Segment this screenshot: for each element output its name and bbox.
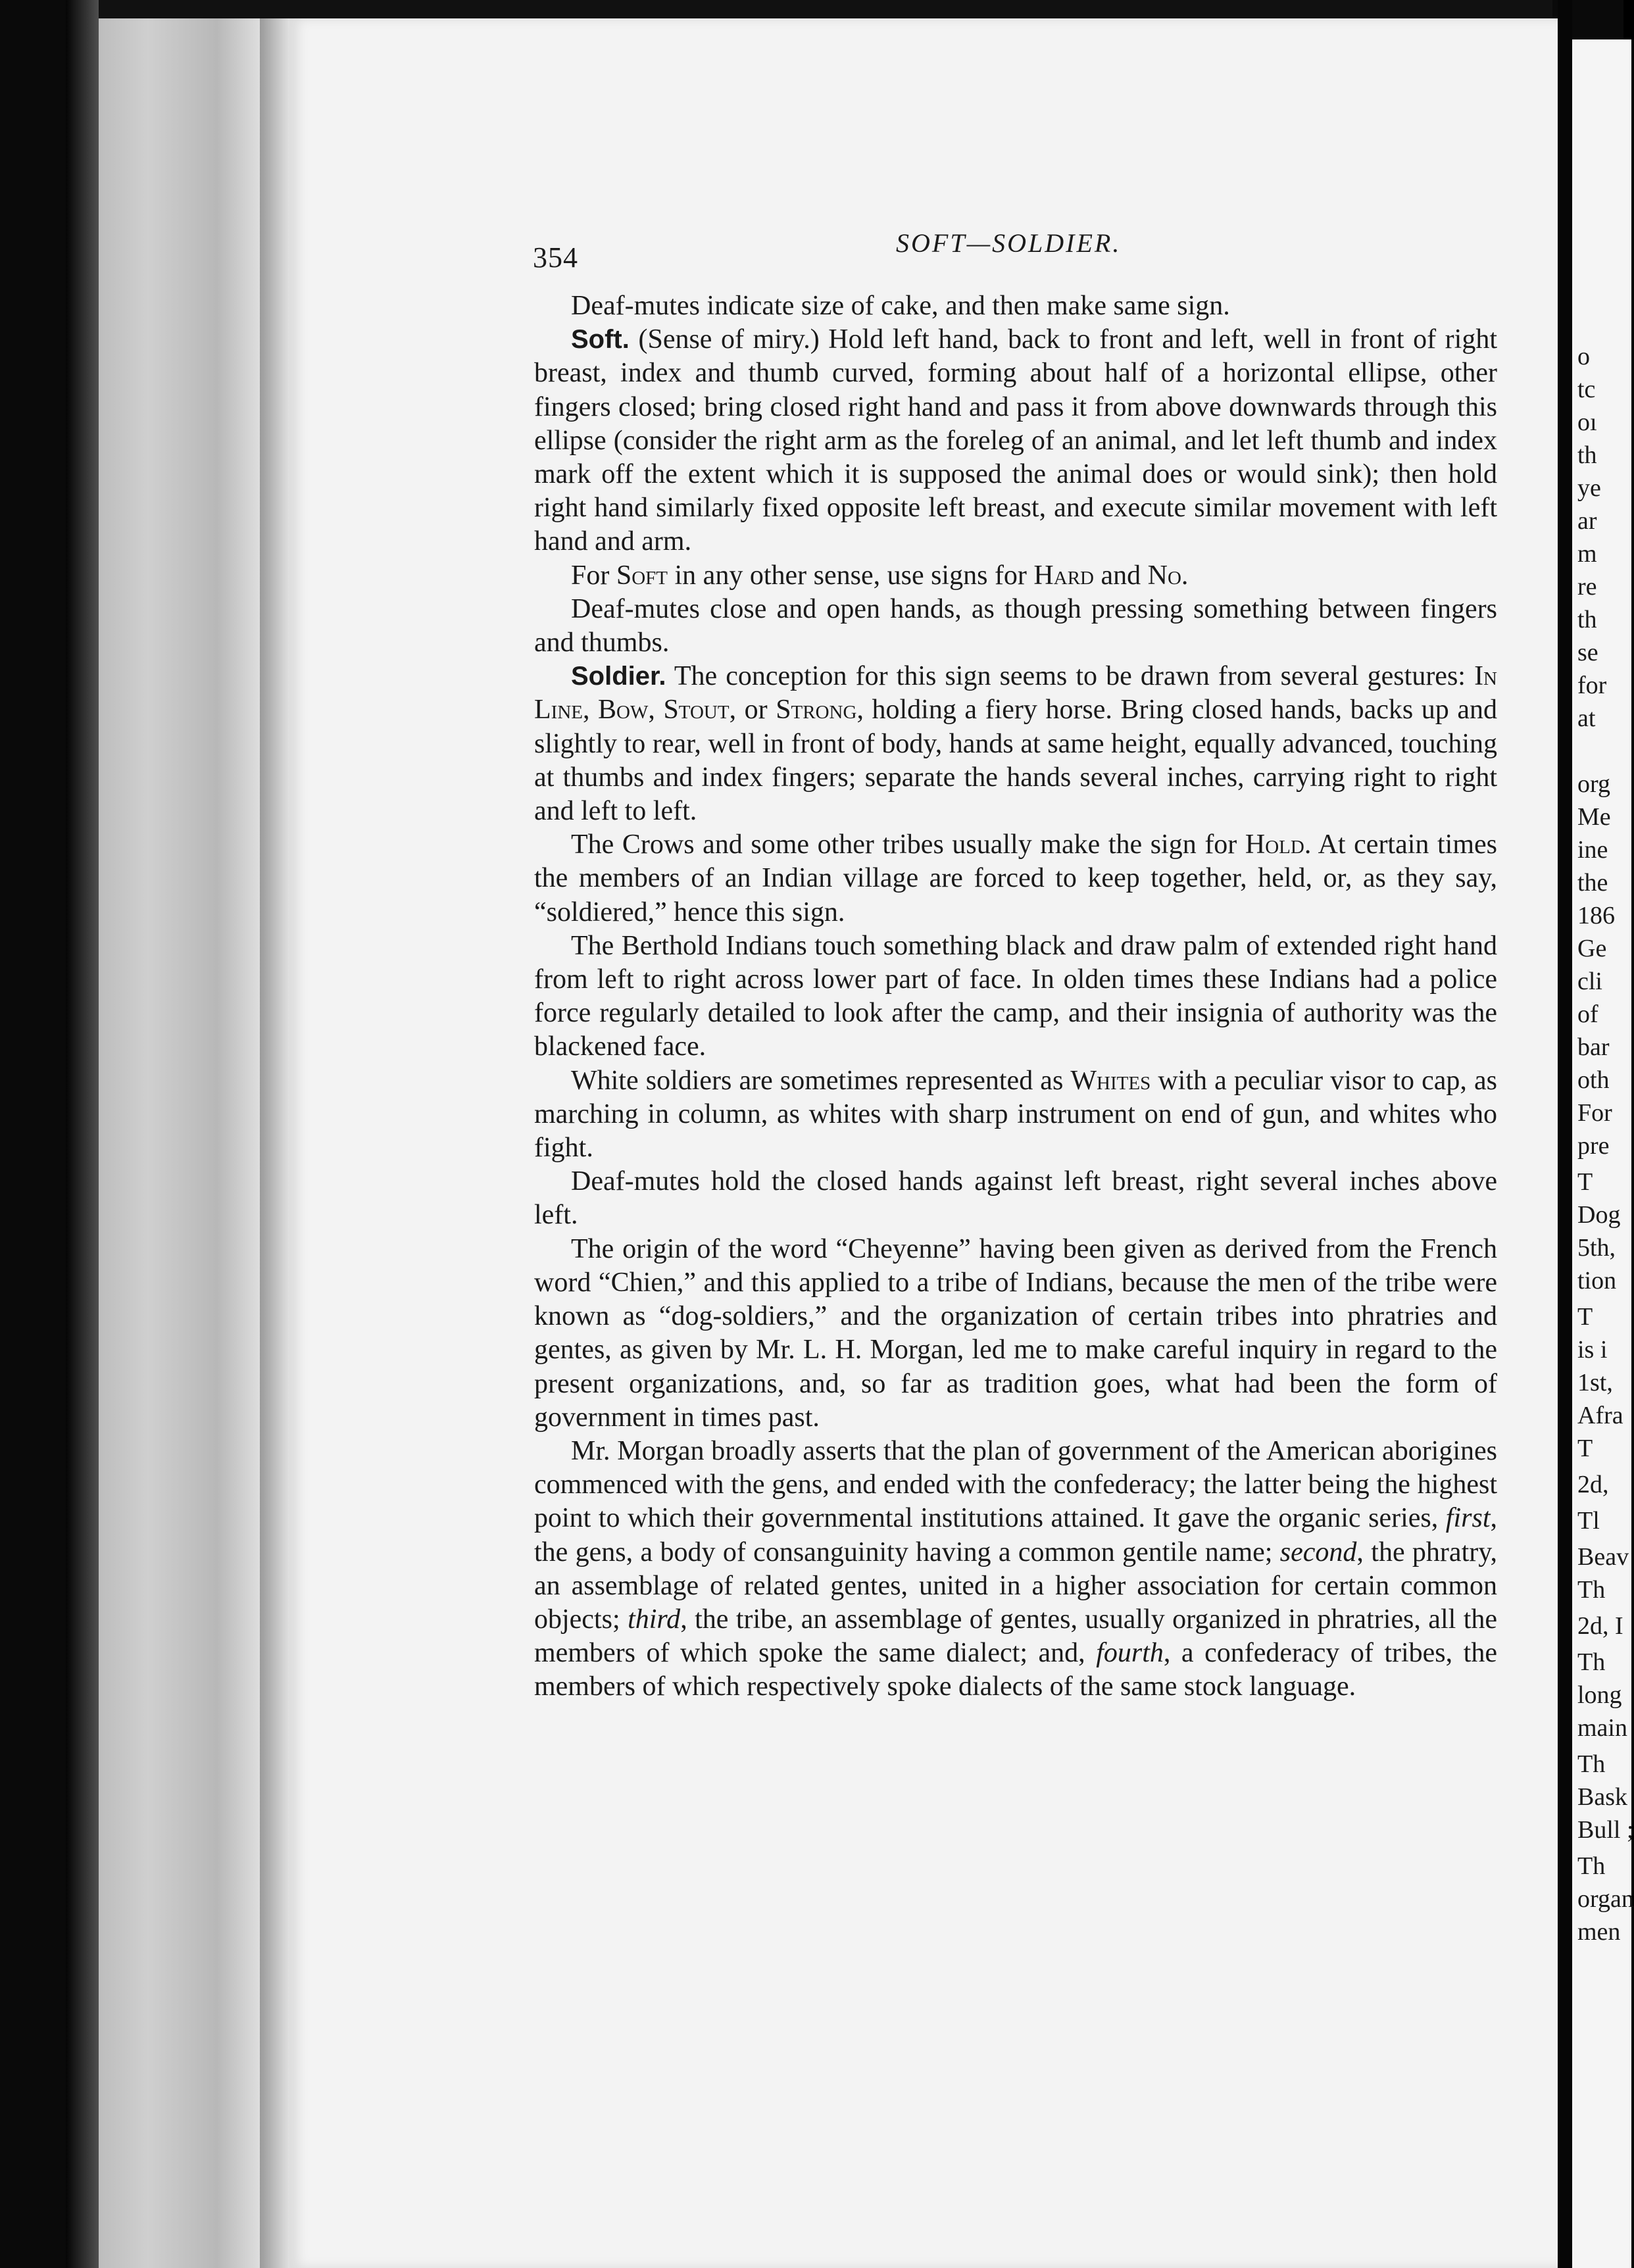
next-page-fragment: 2d, [1577,1471,1609,1498]
next-page-fragment: 186 [1577,902,1615,929]
next-page-fragment: bar [1577,1033,1610,1061]
next-page-fragment: Tl [1577,1507,1600,1535]
next-page-fragment: men [1577,1918,1621,1946]
next-page-fragment: th [1577,606,1597,633]
next-page-fragment: re [1577,573,1597,601]
next-page-fragment: 1st, [1577,1369,1613,1396]
next-page-text-fragments [1577,0,1634,2268]
next-page-fragment: pre [1577,1132,1610,1160]
next-page-fragment: Ge [1577,935,1607,962]
next-page-fragment: Me [1577,803,1611,831]
next-page-fragment: long [1577,1681,1622,1709]
paragraph: The Crows and some other tribes usually make the sign for Hold. At certain times the members of an Indian village are forced to keep together, held, or, as they say, “soldiered,” hence this sign. [534,829,1497,927]
next-page-fragment: th [1577,441,1597,469]
next-page-fragment: is i [1577,1336,1608,1364]
running-head [533,228,1388,274]
paragraph: Deaf-mutes indicate size of cake, and then make same sign. [571,291,1230,321]
next-page-fragment: Th [1577,1576,1606,1604]
page-body [534,289,1497,1704]
next-page-fragment: oı [1577,408,1597,436]
paragraph: The origin of the word “Cheyenne” having been given as derived from the French word “Chien,” and this applied to a tribe of Indians, because the men of the tribe were known as “dog-soldiers,” and the organization of certain tribes into phratries and gentes, as given by Mr. L. H. Morgan, led me to make careful inquiry in regard to the present organizations, and, so far as tradition goes, what had been the form of government in times past. [534,1233,1497,1433]
paragraph: White soldiers are sometimes represented as Whites with a peculiar visor to cap, as marching in column, as whites with sharp instrument on end of gun, and whites who fight. [534,1065,1497,1164]
next-page-fragment: ar [1577,507,1597,535]
next-page-fragment: cli [1577,968,1602,995]
entry-soft: Soft. (Sense of miry.) Hold left hand, back to front and left, well in front of right breast, index and thumb curved, forming about half of a horizontal ellipse, other fingers closed; bring closed right hand and pass it from above downwards through this ellipse (consider the right arm as the foreleg of an animal, and let left thumb and index mark off the extent which it is supposed the animal does or would sink); then hold right hand similarly fixed opposite left breast, and execute similar movement with left hand and arm. [534,324,1497,557]
next-page-fragment: Bull ; [1577,1816,1634,1844]
next-page-fragment: o [1577,343,1590,370]
page-gutter [260,18,293,2268]
next-page-fragment: org [1577,770,1610,798]
top-dark-band [99,0,1552,18]
paragraph: For Soft in any other sense, use signs for Hard and No. [571,560,1189,591]
next-page-fragment: tc [1577,376,1596,403]
next-page-fragment: Dog [1577,1201,1621,1229]
next-page-fragment: oth [1577,1066,1610,1094]
next-page-fragment: main [1577,1714,1627,1742]
paragraph: Deaf-mutes hold the closed hands against left breast, right several inches above left. [534,1166,1497,1231]
next-page-fragment: T [1577,1303,1593,1331]
paragraph: Mr. Morgan broadly asserts that the plan of government of the American aborigines commenced with the gens, and ended with the confederacy; the latter being the highest point to which their governmental institutions attained. It gave the organic series, first, the gens, a body of consanguinity having a common gentile name; second, the phratry, an assemblage of related gentes, united in a higher association for certain common objects; third, the tribe, an assemblage of gentes, usually organized in phratries, all the members of which spoke the same dialect; and, fourth, a confederacy of tribes, the members of which respectively spoke dialects of the same stock language. [534,1435,1498,1702]
next-page-fragment: Afra [1577,1402,1623,1429]
next-page-fragment: Beav [1577,1543,1629,1571]
paragraph: Deaf-mutes close and open hands, as though pressing something between fingers and thumbs. [534,593,1497,658]
entry-term-soldier: Soldier. [571,662,666,691]
next-page-fragment: organ [1577,1885,1634,1913]
next-page-fragment: m [1577,540,1597,568]
next-page-fragment: For [1577,1099,1612,1127]
next-page-fragment: T [1577,1435,1593,1462]
next-page-fragment: 2d, I [1577,1612,1623,1640]
next-page-fragment: Bask [1577,1783,1627,1811]
entry-soldier: Soldier. The conception for this sign seems to be drawn from several gestures: In Line, Bow, Stout, or Strong, holding a fiery horse. Bring closed hands, backs up and slightly to rear, well in front of body, hands at same height, equally advanced, touching at thumbs and index fingers; separate the hands several inches, carrying right to right and left to left. [534,661,1497,827]
next-page-fragment: tion [1577,1267,1617,1294]
page-number: 354 [533,241,578,274]
next-page-fragment: for [1577,672,1607,699]
entry-term-soft: Soft. [571,325,630,355]
next-page-fragment: ine [1577,836,1608,864]
next-page-fragment: T [1577,1168,1593,1196]
page-divider [1558,0,1572,2268]
next-page-fragment: Th [1577,1750,1606,1778]
next-page-fragment: 5th, [1577,1234,1616,1262]
next-page-fragment: ye [1577,474,1601,502]
next-page-fragment: the [1577,869,1608,897]
running-title: SOFT—SOLDIER. [896,228,1122,258]
next-page-fragment: at [1577,704,1596,732]
paragraph: The Berthold Indians touch something black and draw palm of extended right hand from left to right across lower part of face. In olden times these Indians had a police force regularly detailed to look after the camp, and their insignia of authority was the blackened face. [534,930,1497,1062]
next-page-fragment: Th [1577,1852,1606,1880]
next-page-fragment: of [1577,1000,1598,1028]
next-page-fragment: Th [1577,1648,1606,1676]
next-page-fragment: se [1577,639,1598,666]
